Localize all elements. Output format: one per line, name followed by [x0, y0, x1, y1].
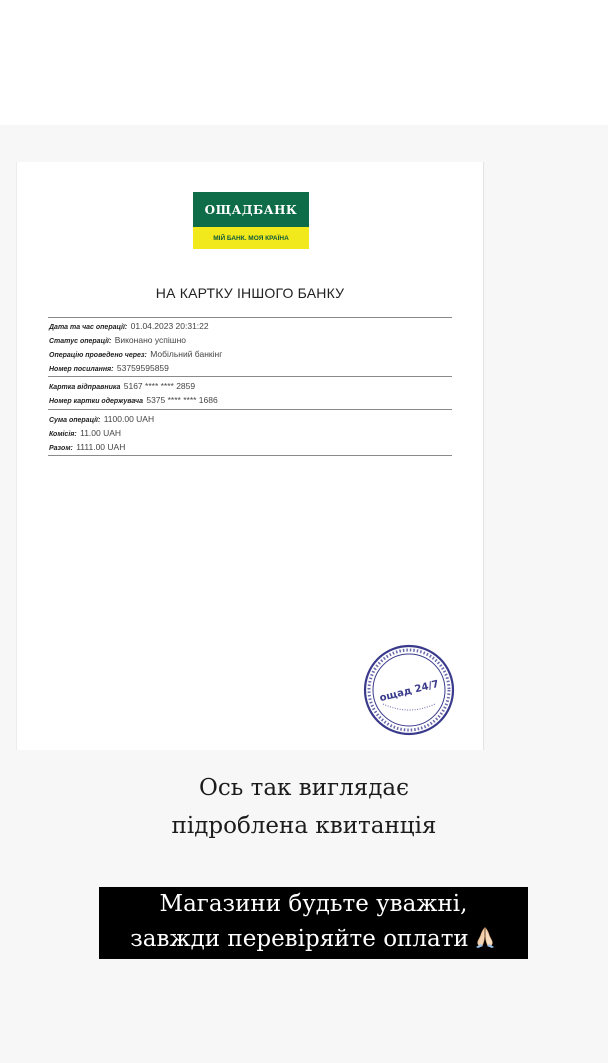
row-reference [49, 363, 169, 373]
divider [48, 455, 452, 456]
row-label: Сума операції: [49, 417, 101, 424]
row-value: 01.04.2023 20:31:22 [130, 321, 209, 331]
row-value: 1111.00 UAH [76, 442, 126, 452]
divider [48, 376, 452, 377]
bank-name: ОЩАДБАНК [193, 192, 309, 227]
warning-box [99, 887, 528, 959]
top-empty-area [0, 0, 608, 125]
row-label: Разом: [49, 445, 73, 452]
row-label: Номер посилання: [49, 366, 114, 373]
row-label: Номер картки одержувача [49, 398, 143, 405]
row-sender-card [49, 381, 195, 391]
stamp-text: ощад 24/7 [378, 678, 441, 705]
row-total [49, 442, 125, 452]
row-datetime [49, 321, 209, 331]
warning-line-2 [99, 925, 528, 955]
warning-line-2-text: завжди перевіряйте оплати [130, 926, 469, 952]
bank-slogan: МІЙ БАНК. МОЯ КРАЇНА [193, 227, 309, 249]
bank-stamp [363, 644, 455, 736]
caption-line-1: Ось так виглядає [199, 775, 409, 801]
row-status [49, 335, 186, 345]
row-value: 53759595859 [116, 363, 169, 373]
stamp-seal-icon [363, 644, 455, 736]
row-value: 5167 **** **** 2859 [123, 381, 196, 391]
row-commission [49, 428, 121, 438]
folded-hands-icon [473, 925, 497, 955]
divider [48, 317, 452, 318]
row-label: Комісія: [49, 431, 77, 438]
warning-line-1: Магазини будьте уважні, [159, 891, 468, 917]
row-value: 5375 **** **** 1686 [146, 395, 218, 405]
caption-line-2: підроблена квитанція [171, 813, 437, 839]
row-label: Статус операції: [49, 338, 112, 345]
bank-logo [193, 192, 309, 249]
row-label: Картка відправника [49, 384, 121, 391]
row-label: Операцію проведено через: [49, 352, 147, 359]
row-amount [49, 414, 154, 424]
receipt-document [17, 162, 483, 750]
row-value: 11.00 UAH [80, 428, 122, 438]
row-channel [49, 349, 222, 359]
row-recipient-card [49, 395, 218, 405]
divider [48, 409, 452, 410]
row-label: Дата та час операції: [49, 324, 128, 331]
receipt-title: НА КАРТКУ ІНШОГО БАНКУ [155, 285, 345, 301]
row-value: Виконано успішно [114, 335, 186, 345]
row-value: Мобільний банкінг [150, 349, 223, 359]
row-value: 1100.00 UAH [103, 414, 155, 424]
